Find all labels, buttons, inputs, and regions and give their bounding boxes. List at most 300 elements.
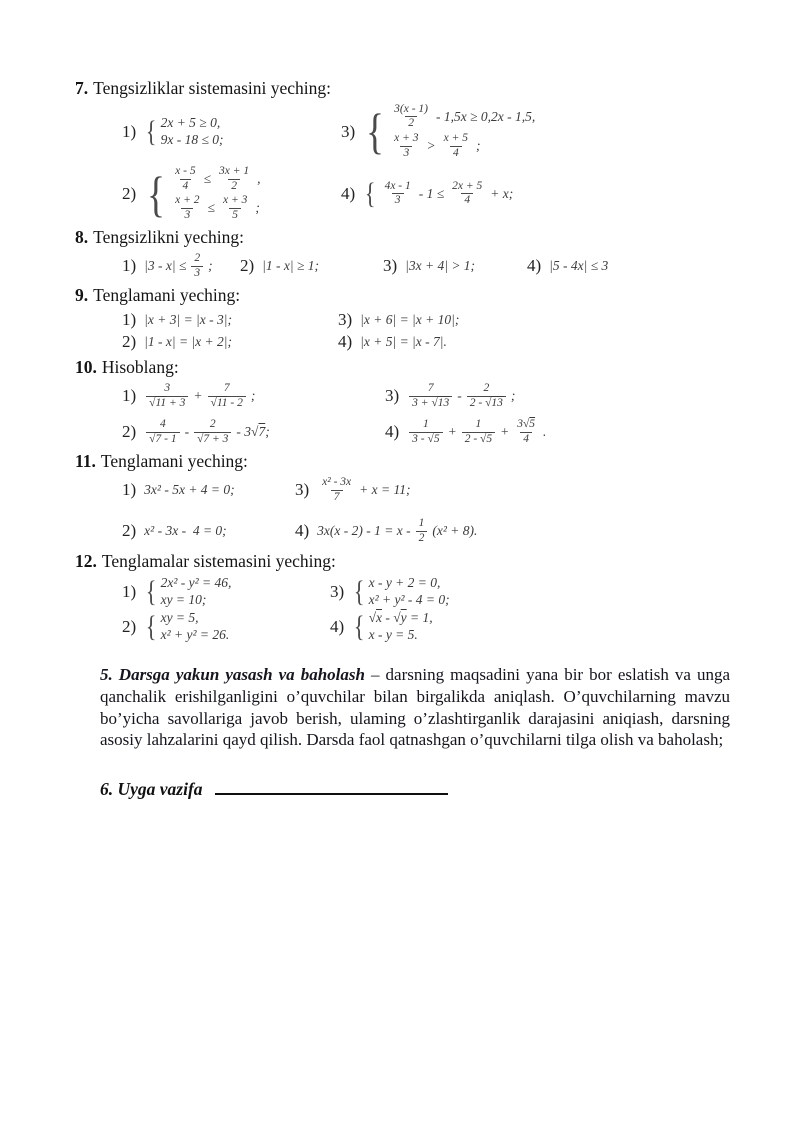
- exercise-items: [75, 382, 732, 446]
- math-text: |x + 6| = |x + 10|;: [360, 312, 460, 328]
- math-text: x² + y² = 26.: [160, 627, 230, 643]
- fraction-numerator: [473, 418, 485, 432]
- item-math: [144, 382, 255, 410]
- fraction-numerator: [425, 382, 437, 396]
- exercise-item: [338, 332, 459, 352]
- fraction-denominator: [405, 116, 417, 131]
- radicand: 11: [155, 396, 167, 409]
- exercise-item: [122, 382, 385, 410]
- item-math: [352, 575, 449, 608]
- fraction-denominator: [461, 193, 473, 208]
- exercise-items: [75, 252, 732, 280]
- system-brace-icon: {: [145, 114, 157, 148]
- math-text: - 3√7;: [236, 424, 270, 440]
- fraction-denominator: [191, 266, 203, 281]
- math-text: 4: [182, 179, 189, 192]
- closing-text: – darsning maqsadini yana bir bor eslatish va unga qanchalik erishilganligini o’quvchilar bilan birgalikda aniqlash. O’quvchilarning mavzu bo’yicha savollariga javob berish, ulaming o’zlashtirganlik darajasini aniqiash, darsning asosiy lahzalarini qayd qilish. Darsda faol qatnashgan o’quvchilarni tilga olish va baholash;: [100, 665, 731, 750]
- math-text: x + 3: [222, 194, 248, 207]
- item-label: 4): [527, 256, 542, 276]
- math-text: + x = 11;: [359, 482, 411, 498]
- item-math: [317, 517, 477, 545]
- fraction-numerator: [191, 252, 203, 266]
- math-text: 3(x - 1): [394, 102, 429, 115]
- homework-blank-line: [215, 780, 448, 795]
- fraction-numerator: [391, 103, 431, 117]
- item-label: 2): [240, 256, 255, 276]
- item-label: 4): [385, 422, 400, 442]
- fraction-numerator: [449, 180, 485, 194]
- item-math: [144, 575, 231, 608]
- system-row: [369, 610, 433, 626]
- math-text: 4: [160, 418, 166, 431]
- homework-label: 6. Uyga vazifa: [100, 778, 203, 799]
- exercise-item: [122, 575, 330, 608]
- fraction: [172, 165, 198, 193]
- item-label: 1): [122, 386, 137, 406]
- math-text: 3 - √5: [412, 432, 440, 445]
- math-text: √11 + 3: [149, 396, 186, 409]
- exercise-number: 12.: [75, 550, 97, 571]
- system-row: [369, 592, 450, 608]
- math-text: x - y + 2 = 0,: [368, 575, 441, 591]
- math-text: 3 + √13: [412, 396, 450, 409]
- math-text: 2: [418, 531, 425, 544]
- system-row: [161, 627, 230, 643]
- fraction-denominator: [450, 146, 462, 161]
- system-brace-icon: {: [145, 575, 157, 609]
- radicand: 7: [203, 432, 210, 445]
- system-row: [369, 575, 450, 591]
- item-label: 4): [295, 521, 310, 541]
- math-text: x - 5: [175, 165, 196, 178]
- item-math: [144, 523, 227, 539]
- radicand: 13: [437, 396, 450, 409]
- item-math: [405, 258, 475, 274]
- exercise-item: [122, 115, 341, 148]
- math-text: 5: [232, 208, 239, 221]
- system-rows: [369, 610, 433, 643]
- math-text: 9x - 18 ≤ 0;: [160, 132, 224, 147]
- system-brace-icon: {: [366, 103, 385, 160]
- math-text: 7: [333, 490, 340, 503]
- exercise-item: [338, 310, 459, 330]
- fraction-numerator: [420, 418, 432, 432]
- exercise-number: 11.: [75, 451, 96, 472]
- math-text: |5 - 4x| ≤ 3: [549, 258, 609, 274]
- system-rows: [161, 115, 224, 148]
- exercise-item: [330, 610, 450, 643]
- math-text: 7: [223, 382, 230, 395]
- exercise-heading: [75, 285, 732, 307]
- math-text: +: [193, 388, 203, 404]
- item-label: 3): [341, 121, 356, 141]
- exercise-item: [122, 480, 295, 500]
- exercise-item: [122, 252, 240, 280]
- item-label: 1): [122, 581, 137, 601]
- fraction-numerator: [172, 194, 202, 208]
- exercise-item: [385, 382, 546, 410]
- exercise-item: [122, 165, 341, 222]
- radical-icon: √: [522, 418, 530, 431]
- radicand: 7: [258, 424, 266, 440]
- fraction-denominator: [392, 193, 404, 208]
- exercise: [75, 357, 732, 446]
- exercise-title: Tenglamani yeching:: [93, 285, 241, 306]
- closing-lead: 5. Darsga yakun yasash va baholash: [100, 665, 365, 685]
- fraction-numerator: [161, 382, 173, 396]
- exercise-title: Tenglamalar sistemasini yeching:: [101, 550, 336, 571]
- exercise-heading: [75, 451, 732, 473]
- exercise-title: Hisoblang:: [101, 357, 179, 378]
- math-text: √7 + 3: [197, 432, 229, 445]
- math-text: x + 5: [443, 132, 469, 144]
- equation-system: [352, 610, 433, 643]
- item-label: 2): [122, 422, 137, 442]
- fraction-numerator: [216, 165, 252, 179]
- math-text: |1 - x| ≥ 1;: [262, 258, 319, 274]
- exercise-items: [75, 575, 732, 643]
- fraction-numerator: [220, 194, 250, 208]
- item-math: [360, 312, 459, 328]
- fraction-denominator: [180, 179, 192, 194]
- math-text: ≤: [207, 200, 215, 216]
- equation-system: [144, 575, 231, 608]
- math-text: 2x + 5 ≥ 0,: [160, 115, 221, 130]
- system-rows: [380, 180, 514, 208]
- exercise-item: [330, 575, 450, 608]
- fraction: [409, 418, 442, 446]
- math-text: ,: [257, 171, 261, 187]
- item-math: [144, 610, 229, 643]
- system-brace-icon: {: [147, 165, 166, 222]
- item-label: 3): [338, 310, 353, 330]
- exercise-heading: [75, 357, 732, 379]
- exercise-items: [75, 310, 732, 352]
- radicand: 5: [529, 418, 536, 431]
- math-text: 3: [394, 194, 401, 207]
- system-row: [389, 132, 535, 160]
- math-text: .: [543, 424, 547, 440]
- radicand: 11: [216, 396, 228, 409]
- radical-icon: √: [485, 396, 492, 409]
- exercise-item: [122, 418, 385, 446]
- math-text: -: [457, 388, 462, 404]
- item-label: 2): [122, 332, 137, 352]
- fraction-numerator: [514, 418, 538, 432]
- math-text: 3: [164, 382, 171, 395]
- fraction-numerator: [319, 476, 354, 490]
- fraction: [194, 418, 231, 446]
- fraction-denominator: [208, 396, 246, 411]
- math-text: 3√5: [517, 418, 536, 431]
- item-math: [144, 252, 212, 280]
- radical-icon: √: [149, 432, 156, 445]
- item-label: 4): [341, 183, 356, 203]
- fraction-denominator: [462, 432, 495, 447]
- fraction-denominator: [409, 432, 442, 447]
- fraction: [319, 476, 354, 504]
- radical-icon: √: [197, 432, 204, 445]
- math-text: 2x + 5: [452, 179, 483, 192]
- equation-system: [144, 115, 223, 148]
- item-label: 1): [122, 310, 137, 330]
- fraction-numerator: [172, 165, 198, 179]
- math-text: 4: [452, 146, 459, 159]
- fraction-denominator: [520, 432, 532, 447]
- math-text: 1: [423, 418, 429, 431]
- math-text: ;: [208, 258, 213, 274]
- system-row: [380, 180, 514, 208]
- math-text: +: [447, 424, 457, 440]
- math-text: 1: [418, 517, 425, 530]
- fraction: [391, 132, 421, 160]
- fraction: [146, 382, 188, 410]
- exercise-item: [122, 310, 338, 330]
- fraction: [391, 103, 431, 131]
- fraction: [208, 382, 246, 410]
- exercise-title: Tenglamani yeching:: [100, 451, 248, 472]
- math-text: 3x² - 5x + 4 = 0;: [144, 482, 235, 498]
- fraction-denominator: [416, 531, 428, 546]
- system-row: [161, 610, 230, 626]
- exercise: [75, 78, 732, 222]
- system-rows: [369, 575, 450, 608]
- system-brace-icon: {: [353, 610, 365, 644]
- radical-icon: √: [368, 610, 376, 626]
- equation-system: [363, 177, 514, 210]
- item-label: 1): [122, 121, 137, 141]
- math-text: x + 3: [394, 132, 419, 144]
- fraction-numerator: [480, 382, 492, 396]
- system-row: [170, 165, 260, 193]
- exercise-item: [341, 177, 535, 210]
- fraction: [220, 194, 250, 222]
- item-label: 2): [122, 616, 137, 636]
- system-row: [161, 132, 224, 148]
- fraction-denominator: [331, 490, 343, 505]
- math-text: |1 - x| = |x + 2|;: [144, 334, 232, 350]
- exercise-number: 9.: [75, 285, 89, 306]
- math-text: |3 - x| ≤: [144, 258, 187, 274]
- math-text: >: [426, 138, 436, 154]
- exercise-title: Tengsizliklar sistemasini yeching:: [93, 78, 332, 98]
- equation-system: [363, 103, 535, 160]
- fraction-numerator: [157, 418, 169, 432]
- math-text: 2 - √13: [469, 396, 503, 409]
- fraction: [146, 418, 179, 446]
- system-brace-icon: {: [364, 177, 376, 210]
- math-text: 2: [194, 252, 201, 265]
- math-text: x - y = 5.: [368, 627, 418, 643]
- exercise-items: [75, 103, 732, 223]
- item-math: [144, 115, 223, 148]
- math-text: x + 2: [175, 194, 200, 207]
- math-text: x² + y² - 4 = 0;: [368, 592, 450, 608]
- exercise: [75, 285, 732, 352]
- item-math: [144, 334, 232, 350]
- item-math: [144, 312, 232, 328]
- fraction: [409, 382, 452, 410]
- item-label: 2): [122, 521, 137, 541]
- math-text: 3x + 1: [219, 165, 250, 178]
- fraction-denominator: [400, 146, 412, 161]
- radical-icon: √: [149, 396, 156, 409]
- math-text: ;: [255, 200, 260, 216]
- fraction-denominator: [194, 432, 231, 447]
- math-text: |x + 5| = |x - 7|.: [360, 334, 447, 350]
- fraction-denominator: [146, 396, 188, 411]
- item-label: 3): [330, 581, 345, 601]
- fraction-numerator: [207, 418, 219, 432]
- fraction-denominator: [181, 208, 193, 223]
- exercise-items: [75, 476, 732, 545]
- system-row: [170, 194, 260, 222]
- fraction: [467, 382, 506, 410]
- math-text: 3: [194, 266, 201, 279]
- item-math: [407, 418, 546, 446]
- exercise-list: [75, 78, 732, 643]
- item-label: 1): [122, 480, 137, 500]
- math-text: 2: [483, 382, 490, 395]
- exercise-item: [122, 332, 338, 352]
- item-label: 2): [122, 183, 137, 203]
- exercise-item: [383, 256, 527, 276]
- system-row: [161, 575, 232, 591]
- exercise-heading: [75, 78, 732, 100]
- fraction: [382, 180, 414, 208]
- math-text: + x;: [490, 185, 514, 201]
- fraction: [441, 132, 471, 160]
- math-text: |x + 3| = |x - 3|;: [144, 312, 232, 328]
- radicand: x: [376, 610, 382, 626]
- fraction-numerator: [391, 132, 421, 146]
- math-text: ;: [510, 388, 516, 404]
- item-label: 3): [385, 386, 400, 406]
- math-text: 2 - √5: [464, 432, 493, 445]
- fraction-numerator: [416, 517, 428, 531]
- radical-icon: √: [251, 424, 259, 440]
- system-brace-icon: {: [353, 575, 365, 609]
- math-text: x² - 3x - 4 = 0;: [144, 523, 227, 539]
- exercise-item: [295, 517, 477, 545]
- radicand: 5: [433, 432, 440, 445]
- system-brace-icon: {: [145, 610, 157, 644]
- math-text: 2x² - y² = 46,: [160, 575, 232, 591]
- math-text: √11 - 2: [210, 396, 243, 409]
- math-text: 3x(x - 2) - 1 = x -: [317, 523, 411, 539]
- item-math: [262, 258, 319, 274]
- system-rows: [161, 610, 230, 643]
- item-label: 3): [295, 480, 310, 500]
- exercise: [75, 227, 732, 280]
- exercise-item: [240, 256, 383, 276]
- math-text: - 1 ≤: [418, 185, 445, 201]
- item-label: 1): [122, 256, 137, 276]
- exercise-item: [385, 418, 546, 446]
- fraction-denominator: [146, 432, 179, 447]
- math-text: x² - 3x: [322, 476, 352, 489]
- math-text: (x² + 8).: [432, 523, 478, 539]
- exercise: [75, 551, 732, 644]
- item-math: [407, 382, 515, 410]
- item-math: [352, 610, 433, 643]
- math-text: |3x + 4| > 1;: [405, 258, 476, 274]
- exercise-item: [122, 521, 295, 541]
- fraction-denominator: [229, 208, 241, 223]
- fraction: [462, 418, 495, 446]
- exercise-item: [122, 610, 330, 643]
- equation-system: [352, 575, 449, 608]
- fraction-denominator: [228, 179, 240, 194]
- equation-system: [144, 610, 229, 643]
- system-rows: [389, 103, 535, 160]
- radicand: 5: [486, 432, 493, 445]
- fraction-numerator: [441, 132, 471, 146]
- item-math: [144, 418, 270, 446]
- item-math: [360, 334, 447, 350]
- system-row: [369, 627, 433, 643]
- exercise-item: [527, 256, 608, 276]
- system-row: [161, 115, 224, 131]
- math-text: 2: [408, 117, 414, 130]
- fraction: [449, 180, 485, 208]
- math-text: 1: [475, 418, 482, 431]
- exercise: [75, 451, 732, 545]
- math-text: 3: [184, 208, 191, 221]
- fraction: [514, 418, 538, 446]
- fraction: [191, 252, 203, 280]
- math-text: 4x - 1: [384, 179, 411, 192]
- math-text: 4: [523, 432, 530, 445]
- fraction-numerator: [382, 180, 414, 194]
- radical-icon: √: [480, 432, 487, 445]
- fraction-numerator: [221, 382, 233, 396]
- system-row: [161, 592, 232, 608]
- item-math: [317, 476, 410, 504]
- system-rows: [170, 165, 260, 222]
- item-label: 4): [338, 332, 353, 352]
- exercise-number: 7.: [75, 78, 89, 98]
- exercise-title: Tengsizlikni yeching:: [93, 227, 245, 248]
- fraction-denominator: [467, 396, 506, 411]
- item-label: 3): [383, 256, 398, 276]
- math-text: 2: [209, 418, 216, 431]
- radical-icon: √: [393, 610, 401, 626]
- radicand: 7: [155, 432, 162, 445]
- math-text: -: [184, 424, 190, 440]
- homework-line: [100, 779, 732, 800]
- math-text: xy = 10;: [160, 592, 207, 608]
- radical-icon: √: [431, 396, 438, 409]
- radical-icon: √: [210, 396, 217, 409]
- math-text: √x - √y = 1,: [368, 610, 433, 626]
- exercise-number: 8.: [75, 227, 89, 248]
- closing-paragraph: [100, 664, 730, 750]
- item-math: [549, 258, 608, 274]
- system-row: [389, 103, 535, 131]
- math-text: xy = 5,: [160, 610, 199, 626]
- fraction: [416, 517, 428, 545]
- radical-icon: √: [427, 432, 434, 445]
- fraction-denominator: [409, 396, 452, 411]
- math-text: +: [500, 424, 510, 440]
- item-math: [363, 103, 535, 160]
- math-text: ≤: [203, 171, 212, 187]
- math-text: - 1,5x ≥ 0,2x - 1,5,: [436, 108, 536, 124]
- math-text: 7: [427, 382, 434, 395]
- math-text: 3: [403, 146, 410, 159]
- math-text: ;: [250, 388, 256, 404]
